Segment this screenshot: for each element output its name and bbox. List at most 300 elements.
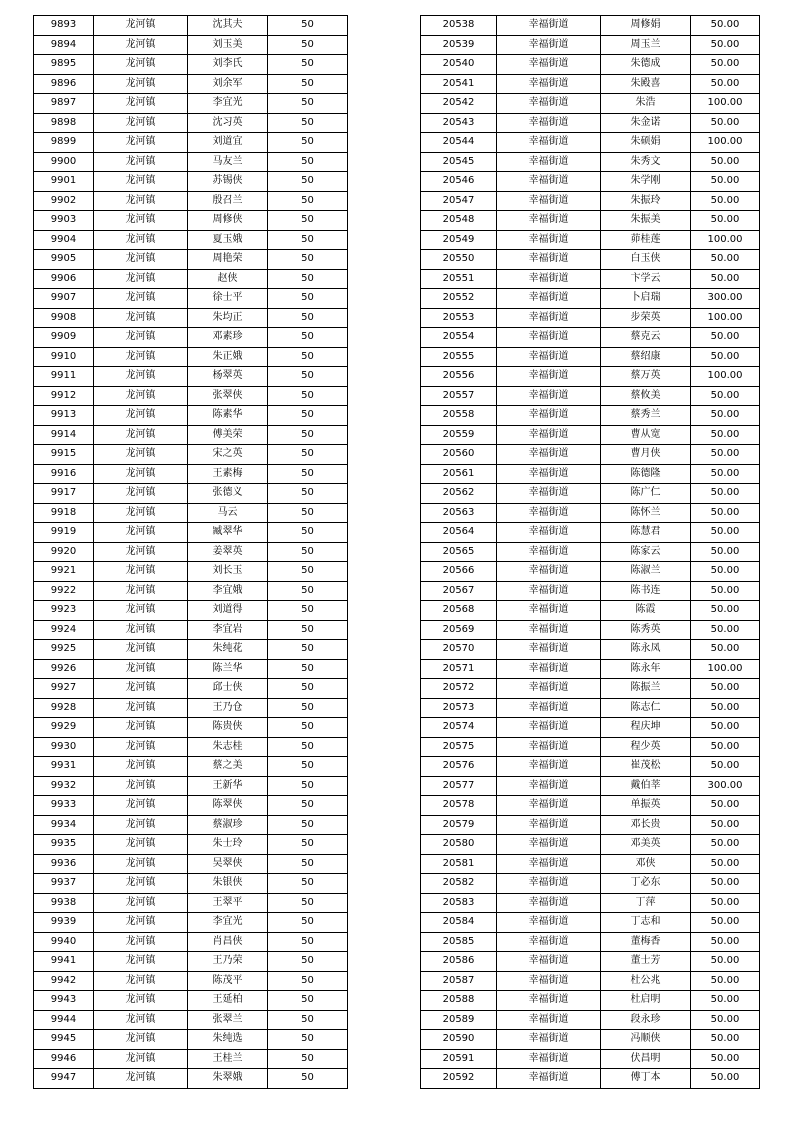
town-cell: 幸福街道 — [497, 874, 601, 894]
table-row — [34, 406, 348, 426]
name-cell: 王乃荣 — [188, 952, 268, 972]
town-cell: 幸福街道 — [497, 211, 601, 231]
amount-cell: 50 — [268, 971, 348, 991]
town-cell: 龙河镇 — [94, 211, 188, 231]
name-cell: 白玉侠 — [601, 250, 691, 270]
amount-cell: 50 — [268, 737, 348, 757]
serial-number-cell: 9907 — [34, 289, 94, 309]
table-row — [421, 250, 760, 270]
table-row — [34, 133, 348, 153]
name-cell: 戴伯莘 — [601, 776, 691, 796]
table-row — [421, 133, 760, 153]
town-cell: 幸福街道 — [497, 347, 601, 367]
table-row — [34, 796, 348, 816]
name-cell: 朱翠娥 — [188, 1069, 268, 1089]
name-cell: 程少英 — [601, 737, 691, 757]
town-cell: 龙河镇 — [94, 776, 188, 796]
town-cell: 幸福街道 — [497, 913, 601, 933]
amount-cell: 100.00 — [691, 133, 760, 153]
table-row — [34, 874, 348, 894]
serial-number-cell: 9944 — [34, 1010, 94, 1030]
town-cell: 幸福街道 — [497, 35, 601, 55]
amount-cell: 50.00 — [691, 581, 760, 601]
table-row — [34, 835, 348, 855]
table-row — [34, 601, 348, 621]
town-cell: 龙河镇 — [94, 269, 188, 289]
serial-number-cell: 20563 — [421, 503, 497, 523]
amount-cell: 50 — [268, 484, 348, 504]
amount-cell: 50 — [268, 718, 348, 738]
name-cell: 卜启瑞 — [601, 289, 691, 309]
amount-cell: 50.00 — [691, 347, 760, 367]
name-cell: 陈茂平 — [188, 971, 268, 991]
table-row — [421, 484, 760, 504]
town-cell: 幸福街道 — [497, 484, 601, 504]
right-table-body — [421, 16, 760, 1089]
serial-number-cell: 9941 — [34, 952, 94, 972]
serial-number-cell: 20574 — [421, 718, 497, 738]
amount-cell: 50.00 — [691, 1030, 760, 1050]
table-row — [421, 211, 760, 231]
serial-number-cell: 20542 — [421, 94, 497, 114]
town-cell: 幸福街道 — [497, 581, 601, 601]
serial-number-cell: 9942 — [34, 971, 94, 991]
town-cell: 龙河镇 — [94, 562, 188, 582]
town-cell: 龙河镇 — [94, 932, 188, 952]
table-row — [34, 698, 348, 718]
amount-cell: 100.00 — [691, 94, 760, 114]
table-row — [421, 94, 760, 114]
name-cell: 朱金诺 — [601, 113, 691, 133]
serial-number-cell: 20564 — [421, 523, 497, 543]
table-row — [34, 328, 348, 348]
amount-cell: 50 — [268, 991, 348, 1011]
serial-number-cell: 20575 — [421, 737, 497, 757]
amount-cell: 50.00 — [691, 250, 760, 270]
serial-number-cell: 9899 — [34, 133, 94, 153]
serial-number-cell: 20541 — [421, 74, 497, 94]
town-cell: 幸福街道 — [497, 230, 601, 250]
serial-number-cell: 9930 — [34, 737, 94, 757]
name-cell: 蔡之美 — [188, 757, 268, 777]
town-cell: 幸福街道 — [497, 289, 601, 309]
town-cell: 幸福街道 — [497, 1069, 601, 1089]
serial-number-cell: 9905 — [34, 250, 94, 270]
town-cell: 幸福街道 — [497, 308, 601, 328]
table-row — [34, 367, 348, 387]
amount-cell: 50 — [268, 757, 348, 777]
town-cell: 幸福街道 — [497, 445, 601, 465]
name-cell: 陈慧君 — [601, 523, 691, 543]
town-cell: 龙河镇 — [94, 601, 188, 621]
amount-cell: 50 — [268, 562, 348, 582]
serial-number-cell: 20546 — [421, 172, 497, 192]
amount-cell: 50 — [268, 874, 348, 894]
name-cell: 徐士平 — [188, 289, 268, 309]
name-cell: 卞学云 — [601, 269, 691, 289]
town-cell: 龙河镇 — [94, 113, 188, 133]
table-row — [421, 308, 760, 328]
name-cell: 周玉兰 — [601, 35, 691, 55]
serial-number-cell: 9914 — [34, 425, 94, 445]
table-row — [421, 269, 760, 289]
town-cell: 龙河镇 — [94, 16, 188, 36]
serial-number-cell: 9900 — [34, 152, 94, 172]
amount-cell: 50 — [268, 1010, 348, 1030]
town-cell: 龙河镇 — [94, 347, 188, 367]
amount-cell: 50 — [268, 835, 348, 855]
town-cell: 幸福街道 — [497, 1049, 601, 1069]
amount-cell: 50.00 — [691, 55, 760, 75]
name-cell: 陈兰华 — [188, 659, 268, 679]
name-cell: 王新华 — [188, 776, 268, 796]
name-cell: 王桂兰 — [188, 1049, 268, 1069]
table-row — [421, 776, 760, 796]
town-cell: 龙河镇 — [94, 737, 188, 757]
serial-number-cell: 9940 — [34, 932, 94, 952]
town-cell: 幸福街道 — [497, 640, 601, 660]
table-row — [34, 484, 348, 504]
serial-number-cell: 9932 — [34, 776, 94, 796]
town-cell: 龙河镇 — [94, 835, 188, 855]
town-cell: 龙河镇 — [94, 698, 188, 718]
amount-cell: 50 — [268, 367, 348, 387]
town-cell: 幸福街道 — [497, 113, 601, 133]
town-cell: 幸福街道 — [497, 250, 601, 270]
amount-cell: 50.00 — [691, 952, 760, 972]
serial-number-cell: 20565 — [421, 542, 497, 562]
town-cell: 龙河镇 — [94, 991, 188, 1011]
table-row — [34, 1030, 348, 1050]
table-row — [421, 562, 760, 582]
amount-cell: 50 — [268, 328, 348, 348]
amount-cell: 50 — [268, 659, 348, 679]
table-row — [421, 640, 760, 660]
name-cell: 邱士侠 — [188, 679, 268, 699]
amount-cell: 50 — [268, 679, 348, 699]
serial-number-cell: 9915 — [34, 445, 94, 465]
serial-number-cell: 9919 — [34, 523, 94, 543]
name-cell: 蔡克云 — [601, 328, 691, 348]
serial-number-cell: 9939 — [34, 913, 94, 933]
town-cell: 龙河镇 — [94, 913, 188, 933]
serial-number-cell: 9943 — [34, 991, 94, 1011]
amount-cell: 50.00 — [691, 172, 760, 192]
table-row — [34, 172, 348, 192]
name-cell: 傅美荣 — [188, 425, 268, 445]
table-row — [34, 425, 348, 445]
amount-cell: 50 — [268, 698, 348, 718]
serial-number-cell: 20572 — [421, 679, 497, 699]
table-row — [34, 679, 348, 699]
serial-number-cell: 20579 — [421, 815, 497, 835]
name-cell: 朱浩 — [601, 94, 691, 114]
name-cell: 宋之英 — [188, 445, 268, 465]
amount-cell: 50.00 — [691, 542, 760, 562]
table-row — [34, 854, 348, 874]
table-row — [421, 16, 760, 36]
name-cell: 蔡秀兰 — [601, 406, 691, 426]
amount-cell: 50 — [268, 308, 348, 328]
town-cell: 龙河镇 — [94, 1030, 188, 1050]
table-row — [34, 718, 348, 738]
name-cell: 刘道得 — [188, 601, 268, 621]
serial-number-cell: 20562 — [421, 484, 497, 504]
table-row — [421, 445, 760, 465]
town-cell: 龙河镇 — [94, 172, 188, 192]
amount-cell: 50.00 — [691, 835, 760, 855]
name-cell: 周修娟 — [601, 16, 691, 36]
town-cell: 幸福街道 — [497, 152, 601, 172]
name-cell: 陈翠侠 — [188, 796, 268, 816]
town-cell: 幸福街道 — [497, 932, 601, 952]
name-cell: 沈习英 — [188, 113, 268, 133]
serial-number-cell: 9897 — [34, 94, 94, 114]
serial-number-cell: 9925 — [34, 640, 94, 660]
town-cell: 龙河镇 — [94, 55, 188, 75]
table-row — [34, 581, 348, 601]
name-cell: 朱秀文 — [601, 152, 691, 172]
amount-cell: 50 — [268, 932, 348, 952]
table-row — [34, 991, 348, 1011]
amount-cell: 50.00 — [691, 913, 760, 933]
table-row — [34, 74, 348, 94]
town-cell: 龙河镇 — [94, 464, 188, 484]
town-cell: 龙河镇 — [94, 620, 188, 640]
table-row — [421, 932, 760, 952]
amount-cell: 50.00 — [691, 757, 760, 777]
town-cell: 龙河镇 — [94, 308, 188, 328]
town-cell: 龙河镇 — [94, 1069, 188, 1089]
serial-number-cell: 20551 — [421, 269, 497, 289]
table-row — [421, 74, 760, 94]
town-cell: 幸福街道 — [497, 796, 601, 816]
town-cell: 幸福街道 — [497, 133, 601, 153]
amount-cell: 50 — [268, 425, 348, 445]
name-cell: 单振英 — [601, 796, 691, 816]
table-row — [421, 698, 760, 718]
name-cell: 殷召兰 — [188, 191, 268, 211]
serial-number-cell: 20581 — [421, 854, 497, 874]
name-cell: 崔茂松 — [601, 757, 691, 777]
name-cell: 刘李氏 — [188, 55, 268, 75]
town-cell: 龙河镇 — [94, 484, 188, 504]
name-cell: 段永珍 — [601, 1010, 691, 1030]
amount-cell: 50 — [268, 542, 348, 562]
name-cell: 陈秀英 — [601, 620, 691, 640]
town-cell: 幸福街道 — [497, 815, 601, 835]
town-cell: 幸福街道 — [497, 679, 601, 699]
name-cell: 朱志桂 — [188, 737, 268, 757]
amount-cell: 50.00 — [691, 1069, 760, 1089]
amount-cell: 50 — [268, 289, 348, 309]
name-cell: 陈贵侠 — [188, 718, 268, 738]
town-cell: 龙河镇 — [94, 133, 188, 153]
amount-cell: 50.00 — [691, 74, 760, 94]
table-row — [421, 854, 760, 874]
name-cell: 刘长玉 — [188, 562, 268, 582]
town-cell: 幸福街道 — [497, 1010, 601, 1030]
serial-number-cell: 20577 — [421, 776, 497, 796]
town-cell: 幸福街道 — [497, 367, 601, 387]
name-cell: 刘玉美 — [188, 35, 268, 55]
name-cell: 王翠平 — [188, 893, 268, 913]
table-row — [421, 815, 760, 835]
town-cell: 幸福街道 — [497, 562, 601, 582]
town-cell: 龙河镇 — [94, 191, 188, 211]
table-row — [421, 601, 760, 621]
town-cell: 幸福街道 — [497, 776, 601, 796]
name-cell: 张德义 — [188, 484, 268, 504]
table-row — [421, 971, 760, 991]
amount-cell: 50 — [268, 581, 348, 601]
table-row — [421, 952, 760, 972]
table-row — [421, 328, 760, 348]
serial-number-cell: 9909 — [34, 328, 94, 348]
amount-cell: 50.00 — [691, 815, 760, 835]
town-cell: 幸福街道 — [497, 523, 601, 543]
serial-number-cell: 9926 — [34, 659, 94, 679]
town-cell: 幸福街道 — [497, 1030, 601, 1050]
table-row — [34, 542, 348, 562]
town-cell: 幸福街道 — [497, 718, 601, 738]
serial-number-cell: 9938 — [34, 893, 94, 913]
table-row — [421, 1049, 760, 1069]
town-cell: 幸福街道 — [497, 542, 601, 562]
amount-cell: 50 — [268, 913, 348, 933]
serial-number-cell: 20584 — [421, 913, 497, 933]
amount-cell: 50.00 — [691, 484, 760, 504]
amount-cell: 50.00 — [691, 425, 760, 445]
name-cell: 李宜岩 — [188, 620, 268, 640]
table-row — [34, 620, 348, 640]
serial-number-cell: 20588 — [421, 991, 497, 1011]
town-cell: 龙河镇 — [94, 445, 188, 465]
name-cell: 王乃仓 — [188, 698, 268, 718]
serial-number-cell: 20589 — [421, 1010, 497, 1030]
serial-number-cell: 9921 — [34, 562, 94, 582]
table-row — [421, 230, 760, 250]
amount-cell: 50 — [268, 640, 348, 660]
table-row — [34, 659, 348, 679]
table-row — [34, 464, 348, 484]
town-cell: 龙河镇 — [94, 581, 188, 601]
amount-cell: 50 — [268, 55, 348, 75]
name-cell: 程庆坤 — [601, 718, 691, 738]
amount-cell: 50.00 — [691, 406, 760, 426]
name-cell: 邓素珍 — [188, 328, 268, 348]
amount-cell: 50 — [268, 133, 348, 153]
amount-cell: 50.00 — [691, 679, 760, 699]
table-row — [34, 776, 348, 796]
amount-cell: 50.00 — [691, 503, 760, 523]
name-cell: 丁萍 — [601, 893, 691, 913]
serial-number-cell: 9913 — [34, 406, 94, 426]
name-cell: 陈淑兰 — [601, 562, 691, 582]
name-cell: 肖昌侠 — [188, 932, 268, 952]
town-cell: 幸福街道 — [497, 601, 601, 621]
name-cell: 茆桂莲 — [601, 230, 691, 250]
town-cell: 幸福街道 — [497, 94, 601, 114]
town-cell: 幸福街道 — [497, 406, 601, 426]
serial-number-cell: 9898 — [34, 113, 94, 133]
amount-cell: 50 — [268, 16, 348, 36]
town-cell: 龙河镇 — [94, 1010, 188, 1030]
town-cell: 龙河镇 — [94, 74, 188, 94]
table-row — [34, 308, 348, 328]
name-cell: 朱学刚 — [601, 172, 691, 192]
serial-number-cell: 20587 — [421, 971, 497, 991]
serial-number-cell: 20571 — [421, 659, 497, 679]
table-row — [34, 191, 348, 211]
serial-number-cell: 9946 — [34, 1049, 94, 1069]
table-row — [34, 347, 348, 367]
table-row — [421, 503, 760, 523]
town-cell: 幸福街道 — [497, 971, 601, 991]
town-cell: 龙河镇 — [94, 94, 188, 114]
name-cell: 董士芳 — [601, 952, 691, 972]
name-cell: 李宜光 — [188, 913, 268, 933]
amount-cell: 50.00 — [691, 737, 760, 757]
town-cell: 幸福街道 — [497, 991, 601, 1011]
town-cell: 龙河镇 — [94, 503, 188, 523]
amount-cell: 50.00 — [691, 464, 760, 484]
serial-number-cell: 20573 — [421, 698, 497, 718]
table-row — [34, 815, 348, 835]
table-row — [421, 718, 760, 738]
amount-cell: 50.00 — [691, 796, 760, 816]
table-row — [421, 406, 760, 426]
name-cell: 傅丁本 — [601, 1069, 691, 1089]
town-cell: 龙河镇 — [94, 854, 188, 874]
town-cell: 幸福街道 — [497, 172, 601, 192]
name-cell: 陈霞 — [601, 601, 691, 621]
left-table — [33, 15, 348, 1089]
town-cell: 幸福街道 — [497, 659, 601, 679]
serial-number-cell: 9895 — [34, 55, 94, 75]
town-cell: 幸福街道 — [497, 386, 601, 406]
town-cell: 龙河镇 — [94, 35, 188, 55]
table-row — [34, 445, 348, 465]
serial-number-cell: 9906 — [34, 269, 94, 289]
town-cell: 幸福街道 — [497, 191, 601, 211]
name-cell: 杜启明 — [601, 991, 691, 1011]
amount-cell: 50.00 — [691, 601, 760, 621]
name-cell: 朱纯花 — [188, 640, 268, 660]
serial-number-cell: 20568 — [421, 601, 497, 621]
town-cell: 幸福街道 — [497, 737, 601, 757]
name-cell: 陈怀兰 — [601, 503, 691, 523]
table-row — [34, 893, 348, 913]
serial-number-cell: 20592 — [421, 1069, 497, 1089]
table-row — [34, 971, 348, 991]
name-cell: 李宜娥 — [188, 581, 268, 601]
amount-cell: 50 — [268, 191, 348, 211]
table-row — [421, 1010, 760, 1030]
serial-number-cell: 9917 — [34, 484, 94, 504]
name-cell: 陈广仁 — [601, 484, 691, 504]
name-cell: 曹从宽 — [601, 425, 691, 445]
name-cell: 步荣英 — [601, 308, 691, 328]
table-row — [421, 289, 760, 309]
table-row — [34, 386, 348, 406]
serial-number-cell: 20553 — [421, 308, 497, 328]
name-cell: 夏玉娥 — [188, 230, 268, 250]
name-cell: 陈振兰 — [601, 679, 691, 699]
amount-cell: 50.00 — [691, 191, 760, 211]
amount-cell: 50.00 — [691, 445, 760, 465]
amount-cell: 50 — [268, 815, 348, 835]
